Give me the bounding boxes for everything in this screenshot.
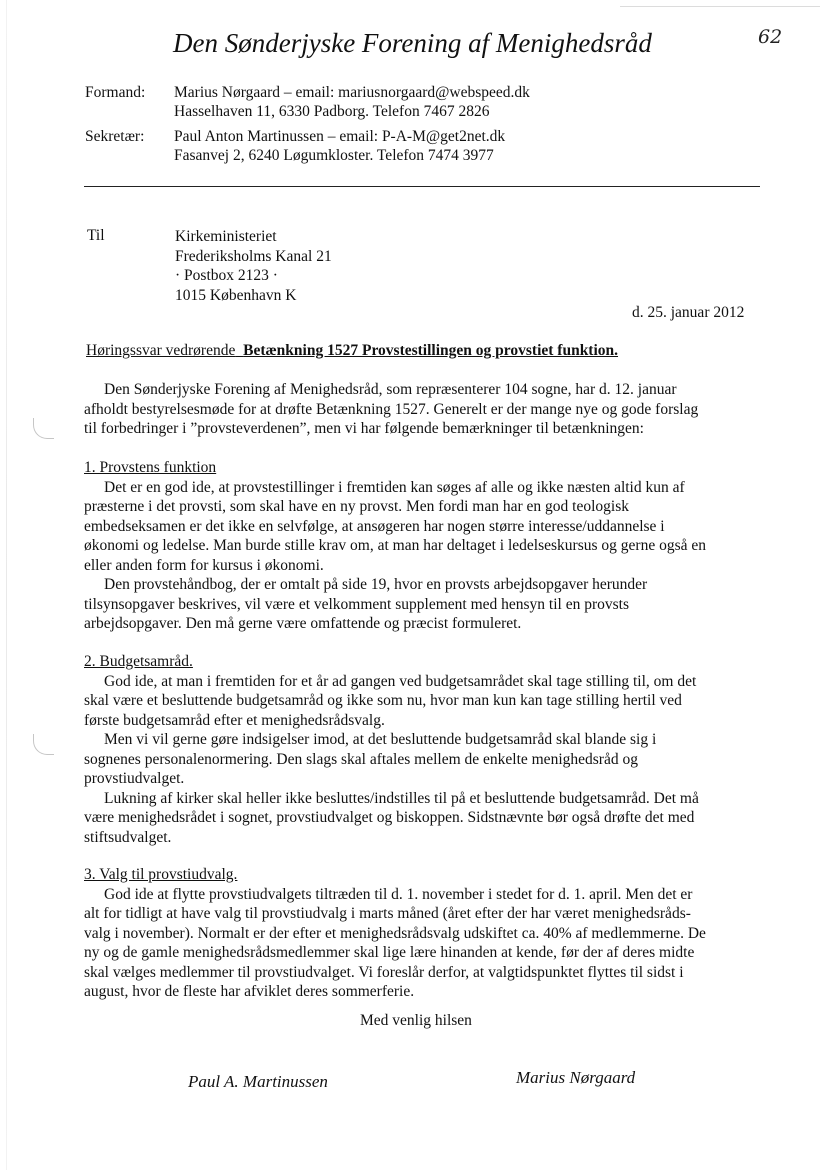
text-line: provstiudvalget. — [84, 770, 185, 787]
text-line: stiftsudvalget. — [84, 828, 172, 846]
section-title: 2. Budgetsamråd. — [84, 653, 193, 670]
chairman-contact — [174, 83, 530, 121]
text-line: Den provstehåndbog, der er omtalt på side 19, hvor en provsts arbejdsopgaver herunder — [104, 576, 648, 593]
letter-date: d. 25. januar 2012 — [632, 304, 745, 321]
organization-title: Den Sønderjyske Forening af Menighedsråd — [173, 28, 652, 58]
scan-edge-top — [620, 6, 820, 7]
chairman-line: Marius Nørgaard – email: mariusnorgaard@webspeed.dk — [174, 84, 530, 101]
recipient-address — [175, 227, 332, 305]
section-title: 3. Valg til provstiudvalg. — [84, 866, 238, 883]
text-line: embedseksamen er det ikke en selvfølge, at ansøgeren har nogen større interesse/uddannelse i — [84, 517, 665, 535]
text-line: Lukning af kirker skal heller ikke besluttes/indstilles til på et besluttende budgetsamråd. Det må — [104, 789, 699, 807]
text-line: eller anden form for kursus i økonomi. — [84, 556, 324, 574]
recipient-line: · Postbox 2123 · — [175, 267, 278, 284]
text-line: sognenes personalenormering. Den slags skal aftales mellem de enkelte menighedsråd og — [84, 750, 638, 768]
text-line: God ide at flytte provstiudvalgets tiltræden til d. 1. november i stedet for d. 1. april. Men det er — [104, 885, 693, 903]
text-line: økonomi og ledelse. Man burde stille krav om, at man har deltaget i ledelseskursus og gerne også en — [84, 537, 706, 554]
handwritten-margin-note: 62 — [758, 26, 783, 48]
section-valg-til-provstiudvalg — [84, 865, 764, 1002]
section-title: 1. Provstens funktion — [84, 459, 217, 476]
recipient-line: Frederiksholms Kanal 21 — [175, 247, 332, 265]
text-line: august, hvor de fleste har afviklet deres sommerferie. — [84, 983, 415, 1000]
text-line: præsterne i det provsti, som skal have en ny provst. Men fordi man har en god teologisk — [84, 498, 629, 515]
text-line: afholdt bestyrelsesmøde for at drøfte Betænkning 1527. Generelt er der mange nye og gode forslag — [84, 400, 699, 418]
section-provstens-funktion — [84, 458, 764, 634]
text-line: skal være et besluttende budgetsamråd og ikke som nu, hvor man kun kan tage stilling hertil ved — [84, 692, 682, 709]
text-line: valg i november). Normalt er der efter et menighedsrådsvalg udskiftet ca. 40% af medlemmerne. De — [84, 924, 706, 942]
recipient-label: Til — [87, 227, 105, 244]
text-line: Det er en god ide, at provstestillinger i fremtiden kan søges af alle og ikke næsten altid kun af — [104, 478, 685, 496]
header-divider — [84, 186, 760, 187]
text-line: første budgetsamråd efter et menighedsrådsvalg. — [84, 711, 385, 729]
text-line: Den Sønderjyske Forening af Menighedsråd, som repræsenterer 104 sogne, har d. 12. januar — [104, 381, 677, 398]
recipient-line: 1015 København K — [175, 286, 297, 304]
subject-line — [86, 342, 618, 360]
text-line: skal vælges medlemmer til provstiudvalget. Vi foreslår derfor, at valgtidspunktet flyttes til sidst i — [84, 963, 684, 981]
punch-hole-mark — [33, 734, 54, 755]
text-line: tilsynsopgaver beskrives, vil være et velkomment supplement med hensyn til en provsts — [84, 595, 629, 613]
closing-greeting: Med venlig hilsen — [360, 1012, 472, 1029]
text-line: God ide, at man i fremtiden for et år ad gangen ved budgetsamrådet skal tage stilling til, om det — [104, 672, 697, 690]
punch-hole-mark — [33, 418, 54, 439]
intro-paragraph — [84, 380, 764, 439]
secretary-label: Sekretær: — [85, 128, 145, 145]
text-line: Men vi vil gerne gøre indsigelser imod, at det besluttende budgetsamråd skal blande sig i — [104, 731, 657, 748]
secretary-address: Fasanvej 2, 6240 Løgumkloster. Telefon 7474 3977 — [174, 147, 494, 164]
scan-edge-left — [6, 0, 7, 1170]
text-line: alt for tidligt at have valg til provstiudvalg i marts måned (året efter der har været menighedsråds- — [84, 905, 691, 922]
secretary-line: Paul Anton Martinussen – email: P-A-M@get2net.dk — [174, 128, 506, 145]
text-line: være menighedsrådet i sognet, provstiudvalget og biskoppen. Sidstnævnte bør også drøfte det med — [84, 809, 695, 826]
section-budgetsamraad — [84, 652, 764, 847]
chairman-address: Hasselhaven 11, 6330 Padborg. Telefon 7467 2826 — [174, 103, 490, 120]
chairman-label: Formand: — [85, 84, 146, 101]
subject-title: Betænkning 1527 Provstestillingen og provstiet funktion. — [243, 342, 619, 359]
text-line: arbejdsopgaver. Den må gerne være omfattende og præcist formuleret. — [84, 615, 522, 632]
secretary-contact — [174, 127, 505, 165]
subject-prefix: Høringssvar vedrørende — [86, 342, 236, 359]
signature-chairman: Marius Nørgaard — [516, 1068, 636, 1087]
text-line: ny og de gamle menighedsrådsmedlemmer skal lige lære hinanden at kende, før der af deres midte — [84, 944, 695, 961]
text-line: til forbedringer i ”provsteverdenen”, men vi har følgende bemærkninger til betænkningen: — [84, 420, 644, 437]
signature-secretary: Paul A. Martinussen — [188, 1072, 328, 1091]
recipient-line: Kirkeministeriet — [175, 228, 277, 245]
